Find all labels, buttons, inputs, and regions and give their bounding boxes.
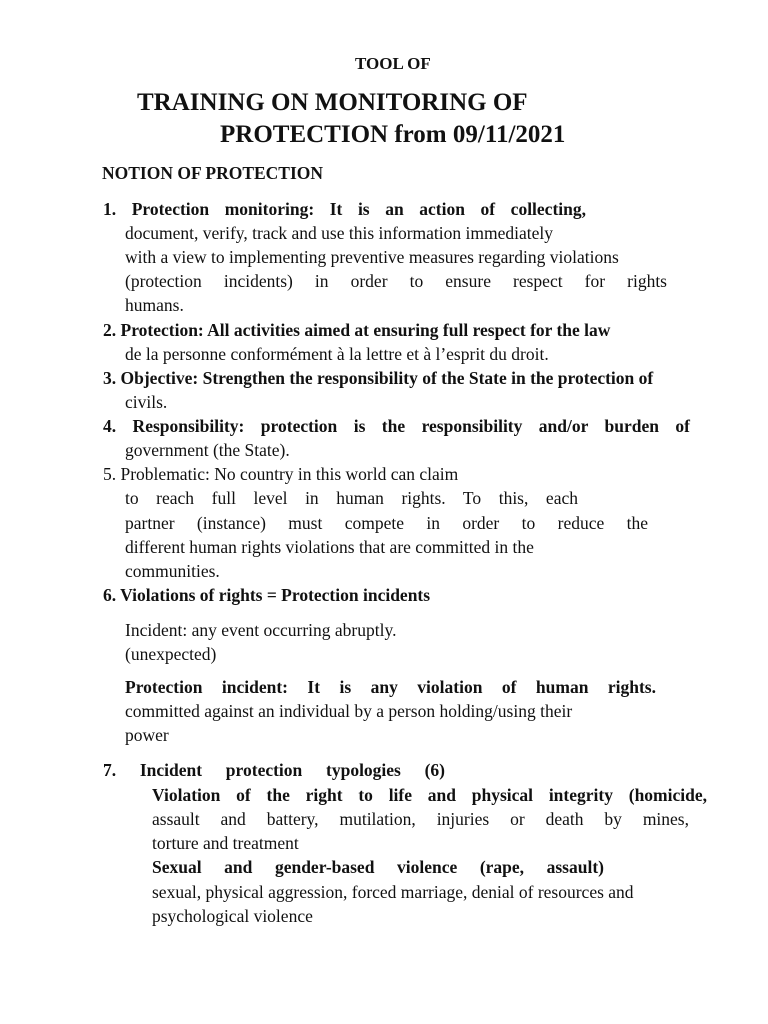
incident-definition-line-2: (unexpected) <box>125 644 217 664</box>
item-1-line-3: with a view to implementing preventive measures regarding violations <box>125 247 619 267</box>
item-4-line-2: government (the State). <box>125 440 290 460</box>
item-7-line-1: 7. Incident protection typologies (6) <box>103 760 445 780</box>
item-5-line-5: communities. <box>125 561 220 581</box>
bullet-1-line-1: Violation of the right to life and physical integrity (homicide, <box>152 785 707 805</box>
bullet-2-line-3: psychological violence <box>152 906 313 926</box>
incident-definition-line-1: Incident: any event occurring abruptly. <box>125 620 397 640</box>
item-5-line-2: to reach full level in human rights. To this, each <box>125 488 578 508</box>
protection-incident-line-2: committed against an individual by a person holding/using their <box>125 701 573 721</box>
item-3-line-2: civils. <box>125 392 168 412</box>
item-5-line-3: partner (instance) must compete in order to reduce the <box>125 513 648 533</box>
bullet-2-line-1: Sexual and gender-based violence (rape, assault) <box>152 857 604 877</box>
item-1-line-5: humans. <box>125 295 184 315</box>
item-1-line-2: document, verify, track and use this information immediately <box>125 223 553 243</box>
item-4-line-1: 4. Responsibility: protection is the responsibility and/or burden of <box>103 416 690 436</box>
item-2-line-1: 2. Protection: All activities aimed at ensuring full respect for the law <box>103 320 611 340</box>
item-6-line-1: 6. Violations of rights = Protection incidents <box>103 585 431 605</box>
item-2-line-2: de la personne conformément à la lettre et à l’esprit du droit. <box>125 344 549 364</box>
item-1-line-4: (protection incidents) in order to ensure respect for rights <box>125 271 667 291</box>
title-line-2: PROTECTION from 09/11/2021 <box>220 121 566 148</box>
item-5-line-1: 5. Problematic: No country in this world can claim <box>103 464 459 484</box>
title-line-1: TRAINING ON MONITORING OF <box>137 89 528 116</box>
item-5-line-4: different human rights violations that are committed in the <box>125 537 534 557</box>
bullet-1-line-2: assault and battery, mutilation, injuries or death by mines, <box>152 809 689 829</box>
item-3-line-1: 3. Objective: Strengthen the responsibility of the State in the protection of <box>103 368 654 388</box>
item-1-line-1: 1. Protection monitoring: It is an action of collecting, <box>103 199 586 219</box>
protection-incident-line-1: Protection incident: It is any violation of human rights. <box>125 677 656 697</box>
tool-of-label: TOOL OF <box>355 54 431 73</box>
bullet-1-line-3: torture and treatment <box>152 833 299 853</box>
protection-incident-line-3: power <box>125 725 169 745</box>
section-heading: NOTION OF PROTECTION <box>102 163 324 183</box>
bullet-2-line-2: sexual, physical aggression, forced marriage, denial of resources and <box>152 882 634 902</box>
